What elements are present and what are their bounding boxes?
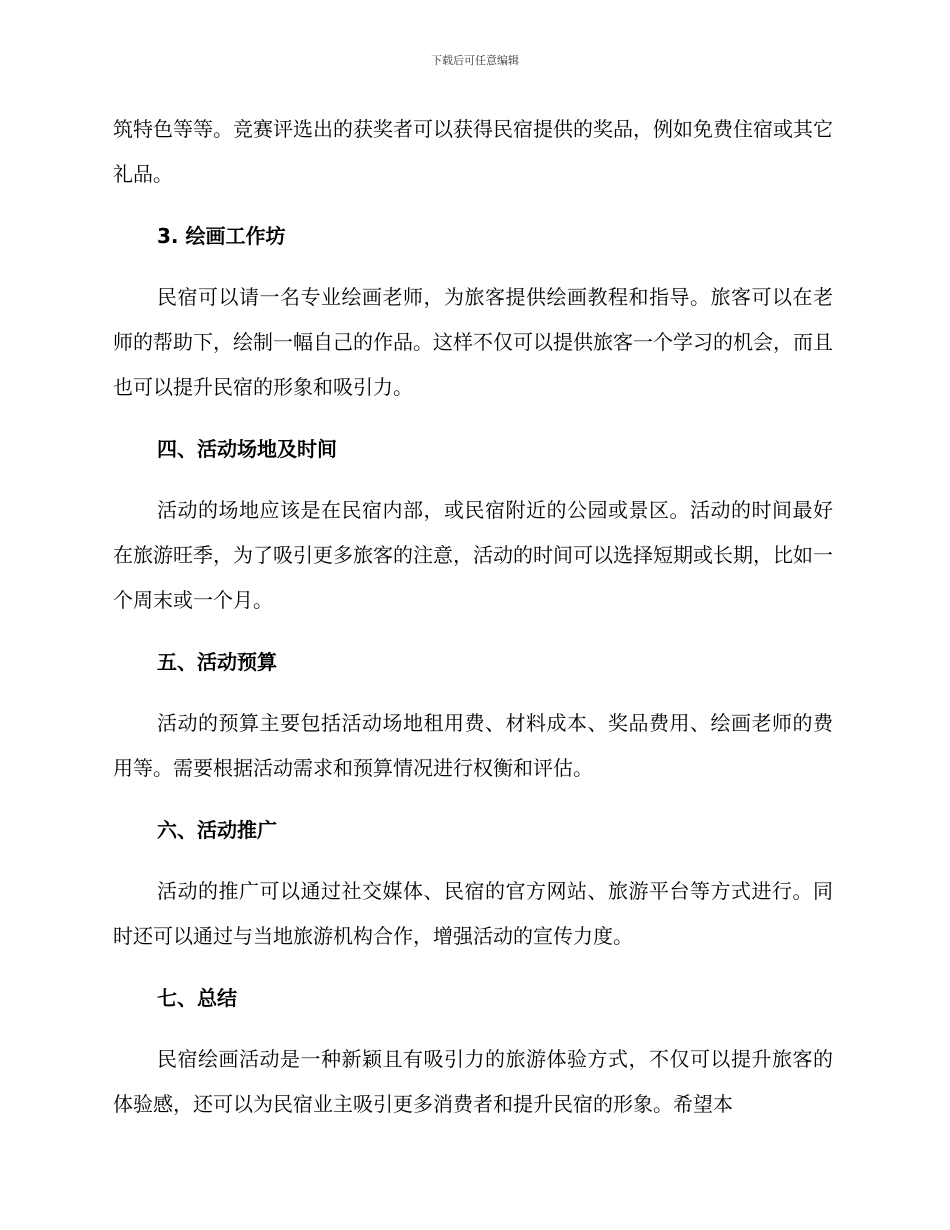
paragraph-painting-workshop: 民宿可以请一名专业绘画老师，为旅客提供绘画教程和指导。旅客可以在老师的帮助下，绘制一幅自己的作品。这样不仅可以提供旅客一个学习的机会，而且也可以提升民宿的形象和吸引力。 (113, 285, 833, 399)
paragraph-promotion: 活动的推广可以通过社交媒体、民宿的官方网站、旅游平台等方式进行。同时还可以通过与当地旅游机构合作，增强活动的宣传力度。 (113, 879, 833, 948)
paragraph-venue-and-time: 活动的场地应该是在民宿内部，或民宿附近的公园或景区。活动的时间最好在旅游旺季，为了吸引更多旅客的注意，活动的时间可以选择短期或长期，比如一个周末或一个月。 (113, 498, 833, 612)
page-header: 下载后可任意编辑 (431, 54, 519, 67)
heading-painting-workshop: 3. 绘画工作坊 (157, 224, 286, 248)
heading-summary: 七、总结 (157, 986, 237, 1010)
document-body (113, 107, 833, 1127)
heading-promotion: 六、活动推广 (157, 818, 277, 842)
paragraph-budget: 活动的预算主要包括活动场地租用费、材料成本、奖品费用、绘画老师的费用等。需要根据活动需求和预算情况进行权衡和评估。 (113, 711, 833, 780)
heading-venue-and-time: 四、活动场地及时间 (157, 437, 337, 461)
paragraph-summary: 民宿绘画活动是一种新颖且有吸引力的旅游体验方式，不仅可以提升旅客的体验感，还可以为民宿业主吸引更多消费者和提升民宿的形象。希望本 (113, 1047, 833, 1116)
paragraph-continuation: 筑特色等等。竞赛评选出的获奖者可以获得民宿提供的奖品，例如免费住宿或其它礼品。 (113, 117, 833, 186)
heading-budget: 五、活动预算 (157, 650, 277, 674)
